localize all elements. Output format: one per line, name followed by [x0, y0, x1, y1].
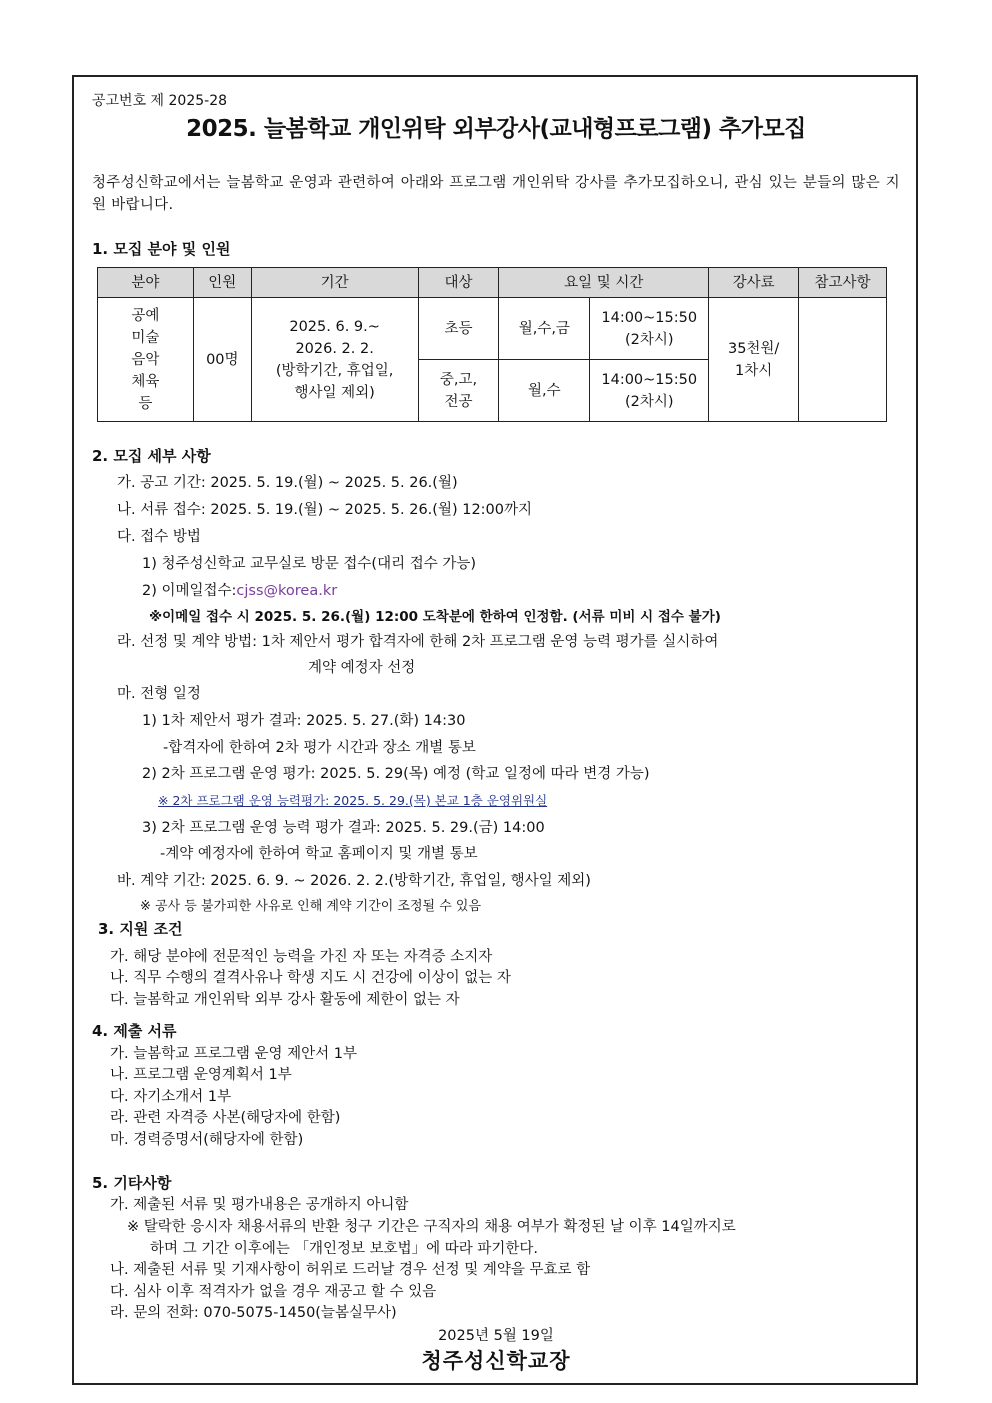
target-line: 중,고, [439, 371, 478, 388]
list-item: 마. 경력증명서(해당자에 한함) [110, 1132, 304, 1148]
table-row [98, 298, 887, 360]
headcount-cell: 00명 [193, 298, 251, 422]
section3-heading: 3. 지원 조건 [98, 920, 183, 938]
evaluation-venue-note: ※ 2차 프로그램 운영 능력평가: 2025. 5. 29.(목) 본교 1층 운영위원실 [158, 793, 548, 808]
fee-line: 35천원/ [727, 340, 780, 357]
fee-line: 1차시 [735, 362, 773, 379]
s2-item-e2: 2) 2차 프로그램 운영 평가: 2025. 5. 29(목) 예정 (학교 일정에 따라 변경 가능) [142, 766, 650, 782]
s2-item-d1: 라. 선정 및 계약 방법: 1차 제안서 평가 합격자에 한해 2차 프로그램 운영 능력 평가를 실시하여 [117, 634, 719, 650]
field-cell [98, 298, 194, 422]
target-line: 전공 [444, 393, 473, 410]
col-period: 기간 [251, 268, 418, 298]
field-item: 체육 [131, 373, 160, 390]
list-item: 나. 프로그램 운영계획서 1부 [110, 1067, 292, 1083]
s2-item-c1: 1) 청주성신학교 교무실로 방문 접수(대리 접수 가능) [142, 556, 476, 572]
list-item: 가. 해당 분야에 전문적인 능력을 가진 자 또는 자격증 소지자 [110, 949, 493, 965]
email-note: ※이메일 접수 시 2025. 5. 26.(월) 12:00 도착분에 한하여 인정함. (서류 미비 시 접수 불가) [149, 609, 721, 625]
target-cell [418, 360, 499, 422]
email-link[interactable]: cjss@korea.kr [236, 583, 338, 599]
s2-item-e3-sub: -계약 예정자에 한하여 학교 홈페이지 및 개별 통보 [160, 846, 478, 862]
notice-number: 공고번호 제 2025-28 [92, 93, 228, 109]
period-line: (방학기간, 휴업일, [275, 362, 394, 379]
time-line: 14:00~15:50 [601, 371, 698, 388]
signer: 청주성신학교장 [421, 1349, 571, 1373]
section1-heading: 1. 모집 분야 및 인원 [92, 240, 231, 258]
s2-item-c: 다. 접수 방법 [117, 529, 201, 545]
field-item: 미술 [131, 329, 160, 346]
s2-item-d2: 계약 예정자 선정 [308, 660, 416, 676]
field-item: 공예 [131, 307, 160, 324]
s5-item-a: 가. 제출된 서류 및 평가내용은 공개하지 아니함 [110, 1197, 409, 1213]
s2-item-e3: 3) 2차 프로그램 운영 능력 평가 결과: 2025. 5. 29.(금) 14:00 [142, 820, 545, 836]
contract-note: ※ 공사 등 불가피한 사유로 인해 계약 기간이 조정될 수 있음 [140, 899, 482, 914]
period-line: 행사일 제외) [294, 384, 375, 401]
s5-item-b: 나. 제출된 서류 및 기재사항이 허위로 드러날 경우 선정 및 계약을 무효로 함 [110, 1262, 591, 1278]
s2-item-f: 바. 계약 기간: 2025. 6. 9. ~ 2026. 2. 2.(방학기간, 휴업일, 행사일 제외) [117, 873, 591, 889]
s5-note-1: ※ 탈락한 응시자 채용서류의 반환 청구 기간은 구직자의 채용 여부가 확정된 날 이후 14일까지로 [127, 1219, 736, 1235]
s5-item-d: 라. 문의 전화: 070-5075-1450(늘봄실무사) [110, 1305, 397, 1321]
target-cell [418, 298, 499, 360]
s5-note-2: 하며 그 기간 이후에는 「개인정보 보호법」에 따라 파기한다. [150, 1241, 539, 1257]
time-cell [590, 360, 709, 422]
field-item: 등 [138, 395, 153, 412]
fee-cell [709, 298, 799, 422]
email-label: 2) 이메일접수: [142, 583, 237, 599]
section5-heading: 5. 기타사항 [92, 1174, 172, 1192]
remarks-cell [799, 298, 887, 422]
time-cell [590, 298, 709, 360]
s5-item-c: 다. 심사 이후 적격자가 없을 경우 재공고 할 수 있음 [110, 1284, 437, 1300]
table-header-row [98, 268, 887, 298]
intro-paragraph: 청주성신학교에서는 늘봄학교 운영과 관련하여 아래와 프로그램 개인위탁 강사를 추가모집하오니, 관심 있는 분들의 많은 지원 바랍니다. [92, 175, 900, 213]
time-line: 14:00~15:50 [601, 309, 698, 326]
col-field: 분야 [98, 268, 194, 298]
s2-item-c2 [142, 579, 337, 600]
time-line: (2차시) [624, 393, 674, 410]
s2-item-e1-sub: -합격자에 한하여 2차 평가 시간과 장소 개별 통보 [163, 740, 476, 756]
s2-item-e1: 1) 1차 제안서 평가 결과: 2025. 5. 27.(화) 14:30 [142, 713, 466, 729]
s2-item-a: 가. 공고 기간: 2025. 5. 19.(월) ~ 2025. 5. 26.(월) [117, 475, 458, 491]
list-item: 다. 자기소개서 1부 [110, 1089, 232, 1105]
days-cell: 월,수 [499, 360, 590, 422]
s2-item-b: 나. 서류 접수: 2025. 5. 19.(월) ~ 2025. 5. 26.(월) 12:00까지 [117, 502, 533, 518]
col-target: 대상 [418, 268, 499, 298]
period-cell [251, 298, 418, 422]
list-item: 가. 늘봄학교 프로그램 운영 제안서 1부 [110, 1046, 357, 1062]
col-days-time: 요일 및 시간 [499, 268, 709, 298]
time-line: (2차시) [624, 331, 674, 348]
recruit-table [97, 267, 887, 422]
col-headcount: 인원 [193, 268, 251, 298]
col-remarks: 참고사항 [799, 268, 887, 298]
list-item: 나. 직무 수행의 결격사유나 학생 지도 시 건강에 이상이 없는 자 [110, 970, 511, 986]
period-line: 2026. 2. 2. [295, 340, 374, 357]
col-fee: 강사료 [709, 268, 799, 298]
target-line: 초등 [444, 320, 473, 337]
section2-heading: 2. 모집 세부 사항 [92, 447, 211, 465]
days-cell: 월,수,금 [499, 298, 590, 360]
field-item: 음악 [131, 351, 160, 368]
list-item: 라. 관련 자격증 사본(해당자에 한함) [110, 1110, 341, 1126]
period-line: 2025. 6. 9.~ [289, 318, 380, 335]
page-title: 2025. 늘봄학교 개인위탁 외부강사(교내형프로그램) 추가모집 [186, 116, 806, 142]
section4-heading: 4. 제출 서류 [92, 1022, 177, 1040]
s2-item-e: 마. 전형 일정 [117, 686, 201, 702]
list-item: 다. 늘봄학교 개인위탁 외부 강사 활동에 제한이 없는 자 [110, 992, 460, 1008]
issue-date: 2025년 5월 19일 [438, 1328, 554, 1344]
